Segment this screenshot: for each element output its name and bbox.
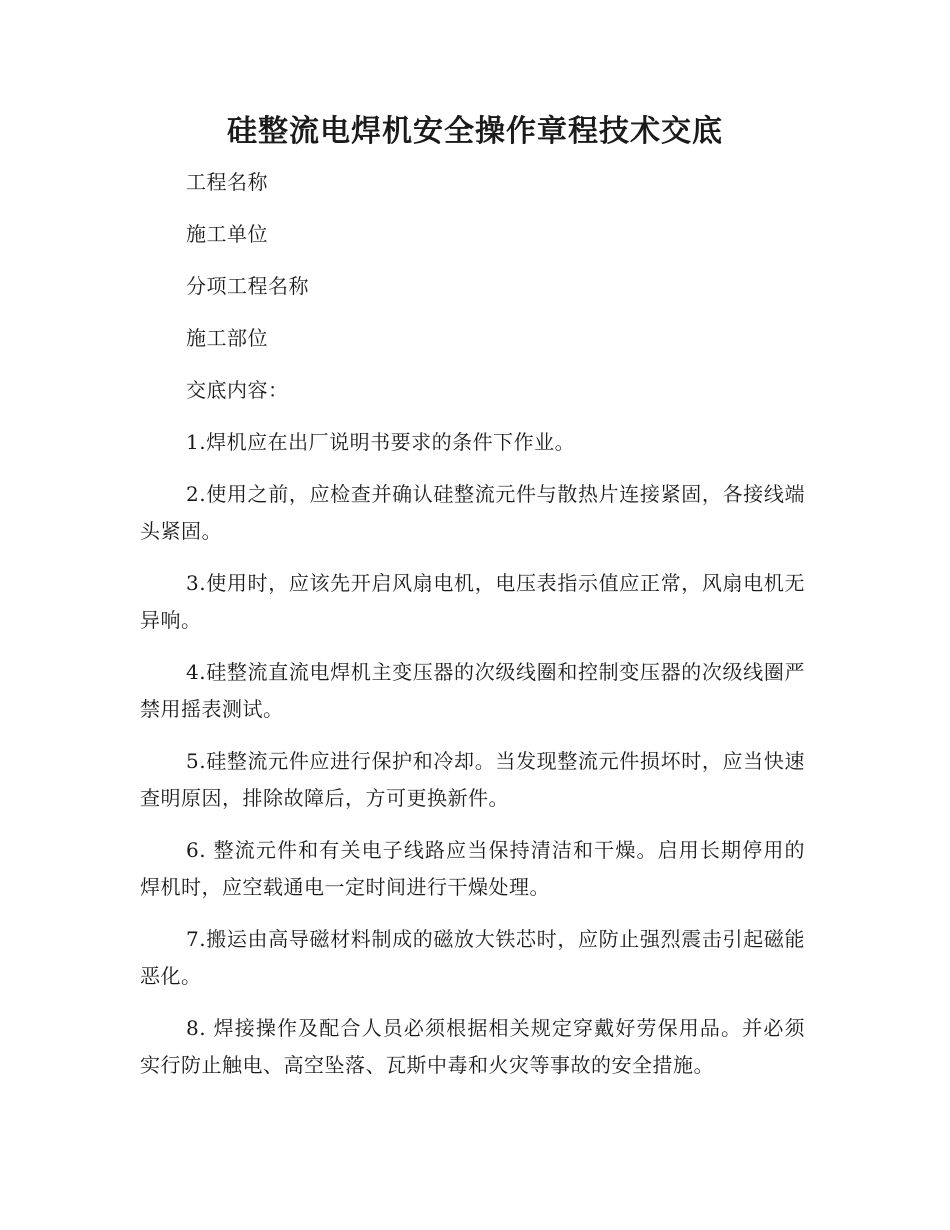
item-3: 3.使用时，应该先开启风扇电机，电压表指示值应正常，风扇电机无异响。: [140, 571, 805, 632]
document-body: [140, 164, 805, 1099]
field-project-name: 工程名称: [186, 170, 268, 194]
field-subproject-name: 分项工程名称: [186, 274, 309, 298]
field-construction-location: 施工部位: [186, 326, 268, 350]
field-disclosure-content: 交底内容：: [186, 378, 289, 402]
item-2: 2.使用之前，应检查并确认硅整流元件与散热片连接紧固，各接线端头紧固。: [140, 482, 805, 543]
item-1: 1.焊机应在出厂说明书要求的条件下作业。: [186, 430, 576, 454]
item-7: 7.搬运由高导磁材料制成的磁放大铁芯时，应防止强烈震击引起磁能恶化。: [140, 927, 805, 988]
item-8: 8. 焊接操作及配合人员必须根据相关规定穿戴好劳保用品。并必须实行防止触电、高空坠落、瓦斯中毒和火灾等事故的安全措施。: [140, 1016, 805, 1077]
item-4: 4.硅整流直流电焊机主变压器的次级线圈和控制变压器的次级线圈严禁用摇表测试。: [140, 660, 805, 721]
item-6: 6. 整流元件和有关电子线路应当保持清洁和干燥。启用长期停用的焊机时，应空载通电一定时间进行干燥处理。: [140, 838, 805, 899]
document-title: 硅整流电焊机安全操作章程技术交底: [227, 114, 723, 149]
item-5: 5.硅整流元件应进行保护和冷却。当发现整流元件损坏时，应当快速查明原因，排除故障后，方可更换新件。: [140, 749, 805, 810]
field-construction-unit: 施工单位: [186, 222, 268, 246]
